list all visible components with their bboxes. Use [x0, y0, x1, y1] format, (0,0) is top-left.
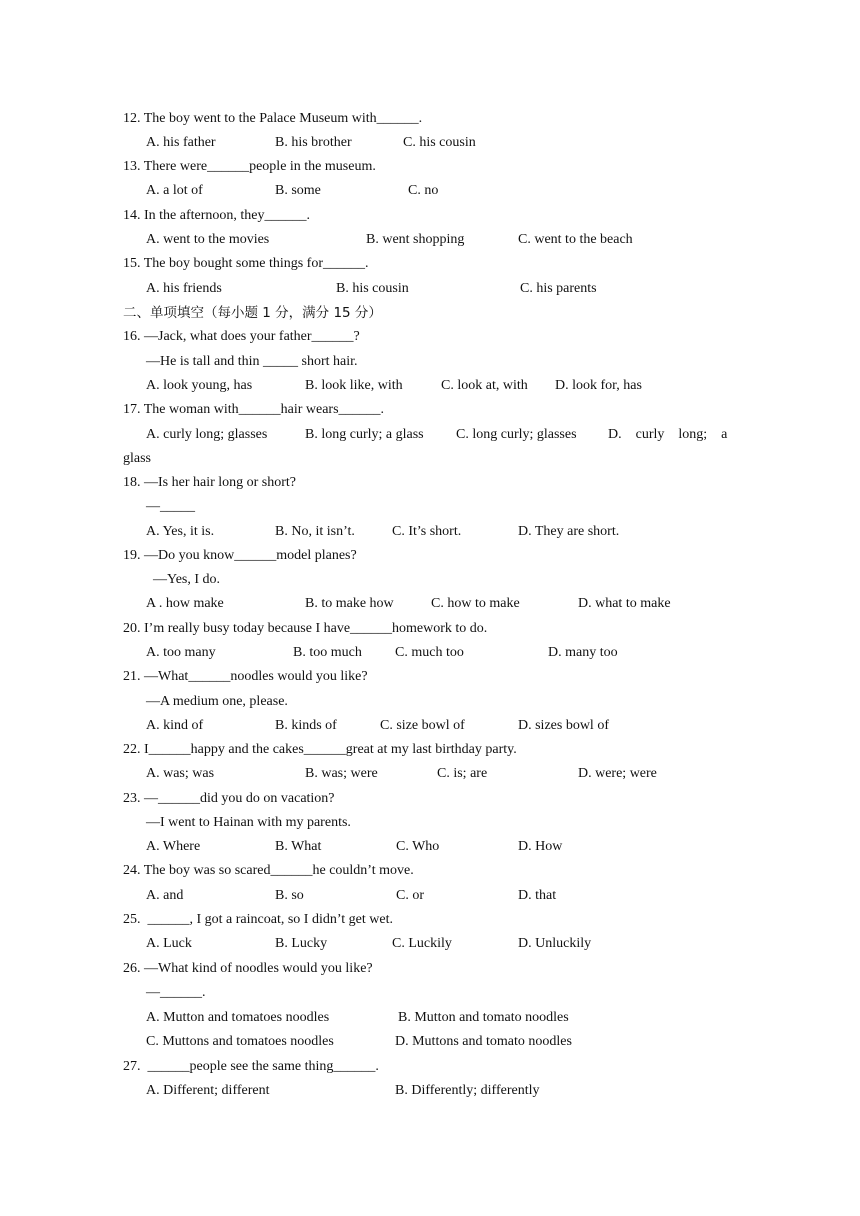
question-13-stem: 13. There were______people in the museum. — [123, 159, 376, 174]
question-18-option-a: A. Yes, it is. — [146, 524, 215, 539]
question-12-option-b: B. his brother — [275, 135, 352, 150]
question-21-option-d: D. sizes bowl of — [518, 718, 609, 733]
question-17-stem: 17. The woman with______hair wears______. — [123, 402, 385, 417]
question-24-stem: 24. The boy was so scared______he couldn’t move. — [123, 863, 414, 878]
question-20-stem: 20. I’m really busy today because I have______homework to do. — [123, 621, 488, 636]
question-24-option-c: C. or — [396, 888, 424, 903]
question-25-option-a: A. Luck — [146, 936, 192, 951]
question-20-option-a: A. too many — [146, 645, 216, 660]
question-19-option-d: D. what to make — [578, 596, 671, 611]
question-13-option-a: A. a lot of — [146, 183, 203, 198]
question-25-option-d: D. Unluckily — [518, 936, 592, 951]
question-17-option-c: C. long curly; glasses — [456, 427, 577, 442]
question-15-option-b: B. his cousin — [336, 281, 409, 296]
question-24-option-a: A. and — [146, 888, 184, 903]
question-18-stem: 18. —Is her hair long or short? — [123, 475, 297, 490]
question-12-option-c: C. his cousin — [403, 135, 476, 150]
section-2-heading: 二、单项填空（每小题 1 分，满分 15 分） — [123, 305, 382, 321]
question-22-stem: 22. I______happy and the cakes______great at my last birthday party. — [123, 742, 517, 757]
question-26-option-d: D. Muttons and tomato noodles — [395, 1034, 572, 1049]
question-16-option-b: B. look like, with — [305, 378, 403, 393]
question-26-option-b: B. Mutton and tomato noodles — [398, 1010, 569, 1025]
question-26-option-a: A. Mutton and tomatoes noodles — [146, 1010, 330, 1025]
question-18-option-b: B. No, it isn’t. — [275, 524, 355, 539]
question-18-line2: —_____ — [146, 499, 195, 514]
question-17-option-a: A. curly long; glasses — [146, 427, 268, 442]
question-26-line2: —______. — [146, 985, 206, 1000]
question-16-option-a: A. look young, has — [146, 378, 253, 393]
question-26-option-c: C. Muttons and tomatoes noodles — [146, 1034, 334, 1049]
question-15-option-c: C. his parents — [520, 281, 597, 296]
question-16-option-c: C. look at, with — [441, 378, 528, 393]
question-23-option-a: A. Where — [146, 839, 201, 854]
question-16-option-d: D. look for, has — [555, 378, 642, 393]
question-24-option-d: D. that — [518, 888, 557, 903]
question-18-option-c: C. It’s short. — [392, 524, 462, 539]
question-19-stem: 19. —Do you know______model planes? — [123, 548, 357, 563]
question-17-option-b: B. long curly; a glass — [305, 427, 424, 442]
question-13-option-b: B. some — [275, 183, 321, 198]
question-23-option-c: C. Who — [396, 839, 440, 854]
question-21-option-a: A. kind of — [146, 718, 204, 733]
question-16-line2: —He is tall and thin _____ short hair. — [146, 354, 358, 369]
question-20-option-c: C. much too — [395, 645, 464, 660]
question-27-stem: 27. ______people see the same thing______. — [123, 1059, 379, 1074]
question-22-option-d: D. were; were — [578, 766, 657, 781]
question-27-option-a: A. Different; different — [146, 1083, 270, 1098]
question-14-option-b: B. went shopping — [366, 232, 465, 247]
question-15-stem: 15. The boy bought some things for______. — [123, 256, 369, 271]
question-13-option-c: C. no — [408, 183, 439, 198]
question-17-option-d: D. curly long; a — [608, 427, 728, 442]
question-22-option-a: A. was; was — [146, 766, 215, 781]
question-25-option-b: B. Lucky — [275, 936, 328, 951]
question-22-option-c: C. is; are — [437, 766, 488, 781]
question-23-option-b: B. What — [275, 839, 322, 854]
question-12-stem: 12. The boy went to the Palace Museum with______. — [123, 111, 423, 126]
question-21-option-b: B. kinds of — [275, 718, 337, 733]
question-17-option-d-continued: glass — [123, 451, 151, 466]
question-19-option-b: B. to make how — [305, 596, 394, 611]
question-14-option-a: A. went to the movies — [146, 232, 270, 247]
question-23-line2: —I went to Hainan with my parents. — [146, 815, 351, 830]
question-21-line2: —A medium one, please. — [146, 694, 288, 709]
question-25-stem: 25. ______, I got a raincoat, so I didn’t get wet. — [123, 912, 393, 927]
question-14-stem: 14. In the afternoon, they______. — [123, 208, 311, 223]
question-20-option-d: D. many too — [548, 645, 618, 660]
question-25-option-c: C. Luckily — [392, 936, 452, 951]
question-27-option-b: B. Differently; differently — [395, 1083, 540, 1098]
question-24-option-b: B. so — [275, 888, 304, 903]
question-15-option-a: A. his friends — [146, 281, 222, 296]
question-12-option-a: A. his father — [146, 135, 216, 150]
question-14-option-c: C. went to the beach — [518, 232, 633, 247]
question-16-stem: 16. —Jack, what does your father______? — [123, 329, 360, 344]
question-21-option-c: C. size bowl of — [380, 718, 465, 733]
question-19-option-c: C. how to make — [431, 596, 520, 611]
question-26-stem: 26. —What kind of noodles would you like? — [123, 961, 373, 976]
question-21-stem: 21. —What______noodles would you like? — [123, 669, 368, 684]
question-19-option-a: A . how make — [146, 596, 224, 611]
question-22-option-b: B. was; were — [305, 766, 378, 781]
question-23-option-d: D. How — [518, 839, 563, 854]
question-20-option-b: B. too much — [293, 645, 362, 660]
question-19-line2: —Yes, I do. — [153, 572, 221, 587]
question-18-option-d: D. They are short. — [518, 524, 620, 539]
question-23-stem: 23. —______did you do on vacation? — [123, 791, 335, 806]
